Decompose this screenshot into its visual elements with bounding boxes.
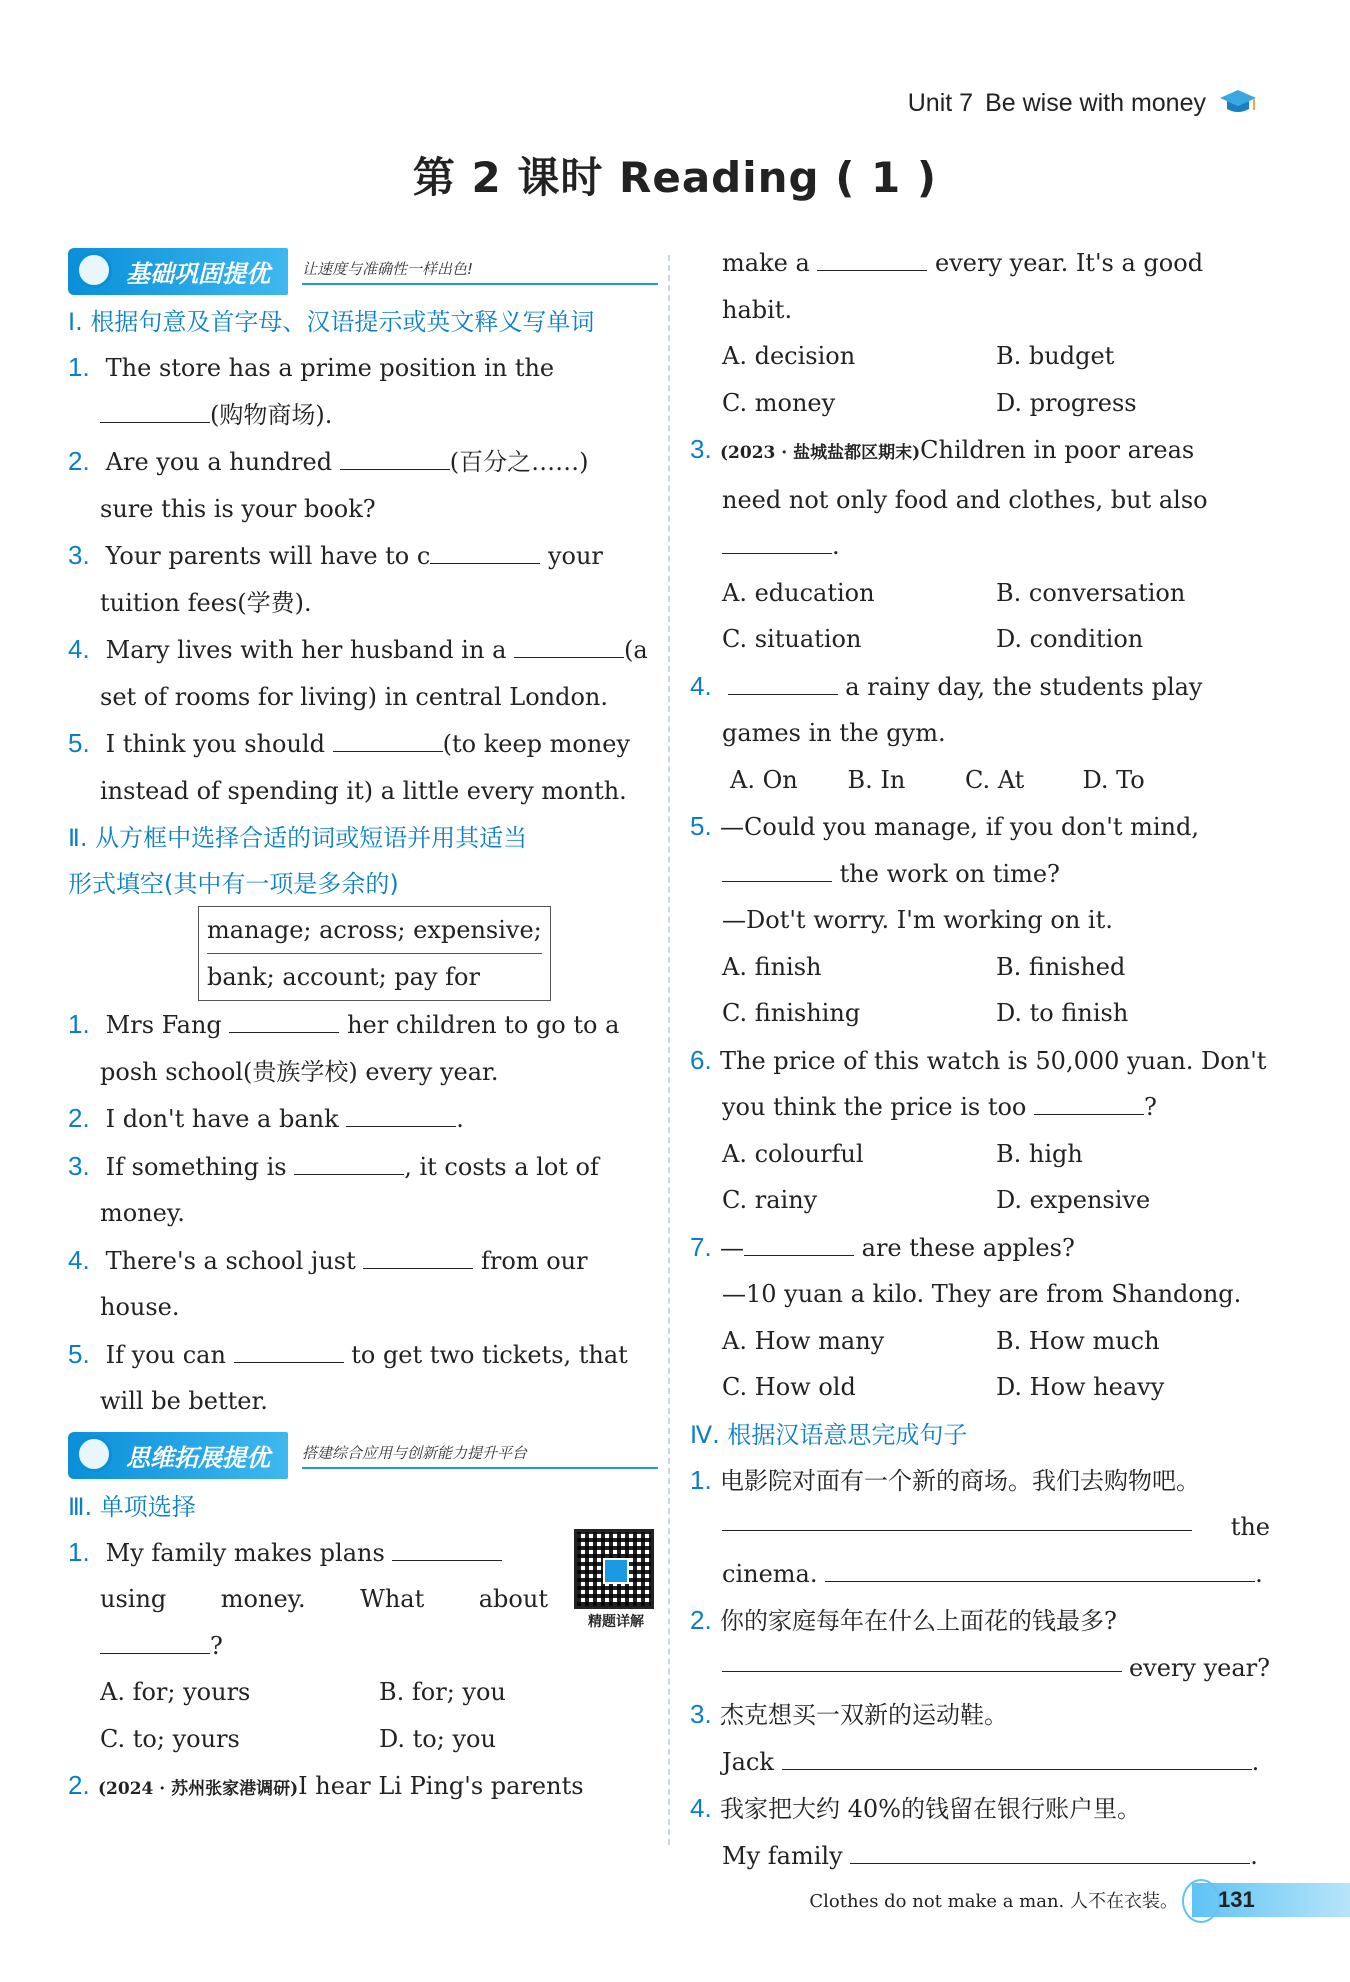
- option-a[interactable]: A. for; yours: [100, 1678, 251, 1706]
- option-a[interactable]: A. decision: [722, 342, 856, 370]
- section-banner-basic: [68, 248, 658, 294]
- answer-blank[interactable]: [346, 1100, 456, 1127]
- unit-header: [908, 88, 1258, 118]
- answer-blank[interactable]: [722, 855, 832, 882]
- exercise-item: 4. Mary lives with her husband in a (a: [68, 626, 658, 674]
- answer-blank[interactable]: [100, 1627, 210, 1654]
- banner-label: 基础巩固提优: [126, 259, 270, 288]
- option-list: [690, 757, 1200, 804]
- option-d[interactable]: D. to finish: [996, 999, 1129, 1027]
- option-d[interactable]: D. condition: [996, 625, 1144, 653]
- option-list: [690, 944, 1270, 1037]
- page-number: 131: [1192, 1883, 1350, 1917]
- option-list: [690, 570, 1270, 663]
- question-2: 2. (2024 · 苏州张家港调研)I hear Li Ping's parents: [68, 1770, 584, 1800]
- section-2-heading: Ⅱ. 从方框中选择合适的词或短语并用其适当: [68, 824, 528, 852]
- translation-item: 4. 我家把大约 40%的钱留在银行账户里。: [690, 1793, 1141, 1823]
- lesson-title: 第 2 课时 Reading ( 1 ): [412, 153, 938, 202]
- exercise-item: 1. The store has a prime position in the: [68, 352, 555, 382]
- option-d[interactable]: D. To: [1082, 765, 1145, 794]
- translation-item: 2. 你的家庭每年在什么上面花的钱最多?: [690, 1605, 1117, 1635]
- answer-line[interactable]: [850, 1837, 1250, 1864]
- exercise-item: 5. If you can to get two tickets, that: [68, 1331, 658, 1379]
- option-a[interactable]: A. finish: [722, 952, 822, 981]
- footer-motto: Clothes do not make a man. 人不在衣装。: [809, 1891, 1178, 1912]
- page-footer: [809, 1882, 1350, 1918]
- exercise-item: 2. I don't have a bank .: [68, 1095, 658, 1143]
- section-4-heading: Ⅳ. 根据汉语意思完成句子: [690, 1420, 968, 1449]
- answer-blank[interactable]: [363, 1242, 473, 1269]
- option-b[interactable]: B. conversation: [996, 578, 1186, 607]
- left-column: 基础巩固提优 让速度与准确性一样出色! Ⅰ. 根据句意及首字母、汉语提示或英文释义写单词 1. The store has a prime position in the (购物商场). 2. Are you a hundred (百分之……) sure this is your book? 3. Your parents will have to c your tuition fees(学费). 4. Mary lives with her husband in a (a set of rooms for living) in central London. 5. I think you should (to keep money instead of spending it) a little every month. Ⅱ. 从方框中选择合适的词或短语并用其适当 形式填空(其中有一项是多余的) manage; across; expensive; bank; account; pay for 1. Mrs Fang her children to go to a posh school(贵族学校) every year. 2. I don't have a bank . 3. If something is , it costs a lot of money. 4. There's a school just from our house. 5. If you can to get two tickets, that will be better. 思维拓展提优 搭建综合应用与创新能力提升平台 Ⅲ. 单项选择 精题详解 1. My family makes plans using money. What about ? A. for; yours B. for; you C. to; yours D. to; you 2. (2024 · 苏州张家港调研)I hear Li Ping's parents: [68, 240, 658, 1813]
- option-c[interactable]: C. rainy: [722, 1186, 818, 1214]
- option-b[interactable]: B. How much: [996, 1326, 1160, 1355]
- answer-line[interactable]: [825, 1555, 1255, 1582]
- exercise-item: 5. I think you should (to keep money: [68, 720, 658, 768]
- right-column: make a every year. It's a good habit. A. decision B. budget C. money D. progress 3. (2023 · 盐城盐都区期末)Children in poor areas need not only food and clothes, but also . A. education B. conversation C. situation D. condition 4. a rainy day, the students play games in the gym. A. On B. In C. At D. To 5. —Could you manage, if you don't mind, the work on time? —Dot't worry. I'm working on it. A. finish B. finished C. finishing D. to finish 6. The price of this watch is 50,000 yuan. Don't you think the price is too ? A. colourful B. high C. rainy D. expensive 7. — are these apples? —10 yuan a kilo. They are from Shandong. A. How many B. How much C. How old D. How heavy Ⅳ. 根据汉语意思完成句子 1. 电影院对面有一个新的商场。我们去购物吧。 the cinema. . 2. 你的家庭每年在什么上面花的钱最多? every year? 3. 杰克想买一双新的运动鞋。 Jack . 4. 我家把大约 40%的钱留在银行账户里。 My family .: [690, 240, 1270, 1879]
- target-icon: [76, 252, 112, 288]
- section-1-heading: Ⅰ. 根据句意及首字母、汉语提示或英文释义写单词: [68, 308, 595, 336]
- question-5: 5. —Could you manage, if you don't mind,: [690, 811, 1199, 841]
- option-list: [690, 1131, 1270, 1224]
- graduation-cap-icon: [1218, 88, 1258, 118]
- qr-caption: 精题详解: [588, 1613, 644, 1630]
- option-c[interactable]: C. At: [965, 765, 1025, 794]
- answer-blank[interactable]: [100, 396, 210, 423]
- answer-blank[interactable]: [722, 527, 832, 554]
- section-banner-extend: [68, 1433, 658, 1479]
- unit-label: Unit 7: [907, 88, 974, 117]
- option-d[interactable]: D. progress: [996, 388, 1137, 417]
- option-b[interactable]: B. budget: [996, 342, 1115, 370]
- option-c[interactable]: C. money: [722, 388, 836, 417]
- option-a[interactable]: A. colourful: [722, 1139, 864, 1168]
- answer-blank[interactable]: [392, 1534, 502, 1561]
- answer-blank[interactable]: [817, 244, 927, 271]
- qr-code[interactable]: [574, 1529, 658, 1631]
- section-3-heading: Ⅲ. 单项选择: [68, 1492, 196, 1521]
- option-c[interactable]: C. to; yours: [100, 1724, 240, 1753]
- answer-blank[interactable]: [1034, 1088, 1144, 1115]
- exercise-item: 4. There's a school just from our: [68, 1237, 658, 1285]
- option-b[interactable]: B. finished: [996, 952, 1126, 981]
- exercise-item: 2. Are you a hundred (百分之……): [68, 438, 658, 486]
- column-divider: [668, 255, 670, 1845]
- option-c[interactable]: C. How old: [722, 1373, 856, 1401]
- option-d[interactable]: D. to; you: [379, 1724, 496, 1753]
- answer-line[interactable]: [722, 1645, 1122, 1672]
- option-c[interactable]: C. finishing: [722, 999, 861, 1027]
- exercise-item: 3. Your parents will have to c your: [68, 532, 658, 580]
- option-d[interactable]: D. How heavy: [996, 1373, 1165, 1401]
- answer-blank[interactable]: [340, 443, 450, 470]
- question-3: 3. (2023 · 盐城盐都区期末)Children in poor areas: [690, 434, 1195, 464]
- option-d[interactable]: D. expensive: [996, 1186, 1151, 1214]
- option-a[interactable]: A. education: [722, 578, 875, 607]
- exercise-item: 1. Mrs Fang her children to go to a: [68, 1001, 658, 1049]
- option-b[interactable]: B. for; you: [379, 1678, 506, 1706]
- option-b[interactable]: B. In: [847, 765, 906, 794]
- option-list: [690, 333, 1270, 426]
- answer-line[interactable]: [722, 1504, 1192, 1531]
- answer-blank[interactable]: [514, 631, 624, 658]
- answer-blank[interactable]: [333, 725, 443, 752]
- qr-code-icon: [574, 1529, 654, 1609]
- answer-blank[interactable]: [294, 1148, 404, 1175]
- answer-blank[interactable]: [728, 668, 838, 695]
- exercise-item: 3. If something is , it costs a lot of: [68, 1143, 658, 1191]
- answer-blank[interactable]: [234, 1336, 344, 1363]
- unit-topic: Be wise with money: [985, 88, 1206, 117]
- option-c[interactable]: C. situation: [722, 625, 862, 653]
- translation-item: 1. 电影院对面有一个新的商场。我们去购物吧。: [690, 1464, 1200, 1495]
- banner-label: 思维拓展提优: [126, 1444, 270, 1472]
- question-4: 4. a rainy day, the students play: [690, 663, 1270, 711]
- option-b[interactable]: B. high: [996, 1139, 1083, 1168]
- question-7: 7. — are these apples?: [690, 1224, 1270, 1272]
- question-1: 精题详解 1. My family makes plans using money. What about ? A. for; yours B. for; you C. to; yours D. to; you: [68, 1529, 658, 1763]
- answer-blank[interactable]: [744, 1229, 854, 1256]
- option-list: [68, 1669, 658, 1762]
- answer-blank[interactable]: [430, 537, 540, 564]
- question-6: 6. The price of this watch is 50,000 yuan. Don't: [690, 1044, 1267, 1075]
- option-list: [690, 1318, 1270, 1411]
- section-2-heading-cont: 形式填空(其中有一项是多余的): [68, 870, 399, 898]
- banner-subtitle: 搭建综合应用与创新能力提升平台: [302, 1442, 658, 1469]
- answer-line[interactable]: [782, 1743, 1252, 1770]
- option-a[interactable]: A. On: [730, 765, 798, 794]
- option-a[interactable]: A. How many: [722, 1326, 885, 1355]
- banner-subtitle: 让速度与准确性一样出色!: [302, 258, 658, 285]
- translation-item: 3. 杰克想买一双新的运动鞋。: [690, 1699, 1008, 1729]
- answer-blank[interactable]: [229, 1006, 339, 1033]
- word-box: manage; across; expensive; bank; account; pay for: [198, 906, 551, 1001]
- atom-icon: [76, 1436, 112, 1472]
